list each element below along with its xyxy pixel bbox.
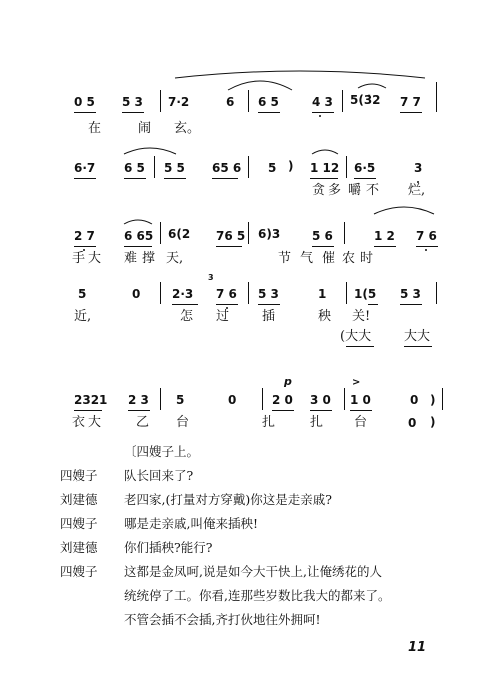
lyric: 节 bbox=[278, 251, 292, 266]
note: 76 5 bbox=[216, 229, 246, 243]
beat-underline bbox=[258, 304, 280, 305]
note: 6 5 bbox=[124, 161, 145, 175]
beat-underline bbox=[312, 112, 334, 113]
note: 7 6 bbox=[216, 287, 237, 301]
lyric: 气 bbox=[300, 251, 314, 266]
bar-line bbox=[346, 156, 347, 178]
note: 2·3 bbox=[172, 287, 194, 301]
note: 3 bbox=[414, 161, 423, 175]
note: 0 bbox=[410, 393, 419, 407]
beat-underline bbox=[404, 346, 432, 347]
dialogue-block bbox=[60, 446, 460, 636]
bar-line bbox=[342, 90, 343, 112]
beat-underline bbox=[312, 246, 334, 247]
lyric: 多 bbox=[328, 183, 342, 198]
note: 5 bbox=[78, 287, 87, 301]
lyric: 台 bbox=[176, 415, 190, 430]
lyric: 大 bbox=[88, 415, 102, 430]
note: 5 bbox=[176, 393, 185, 407]
beat-underline bbox=[212, 178, 238, 179]
bar-line bbox=[262, 388, 263, 410]
beat-underline bbox=[122, 112, 144, 113]
bar-line bbox=[160, 90, 161, 112]
note: 5 bbox=[268, 161, 277, 175]
note: 5 6 bbox=[312, 229, 333, 243]
note: 1 0 bbox=[350, 393, 371, 407]
beat-underline bbox=[416, 246, 438, 247]
dialogue-line: 老四家,(打量对方穿戴)你这是走亲戚? bbox=[124, 492, 332, 507]
beat-underline bbox=[74, 178, 96, 179]
note: 6 bbox=[226, 95, 235, 109]
note: 7 6 bbox=[416, 229, 437, 243]
note: 6)3 bbox=[258, 227, 281, 241]
bar-line bbox=[248, 90, 249, 112]
note: 7·2 bbox=[168, 95, 190, 109]
stage-direction: 〔四嫂子上。 bbox=[124, 444, 200, 459]
beat-underline bbox=[74, 112, 96, 113]
bar-line bbox=[344, 222, 345, 244]
lyric: 撑 bbox=[142, 251, 156, 266]
lyric: 乙 bbox=[136, 415, 150, 430]
lyric: 贪 bbox=[312, 183, 326, 198]
note: 5 3 bbox=[400, 287, 421, 301]
speaker: 四嫂子 bbox=[60, 468, 98, 483]
note: 65 6 bbox=[212, 161, 242, 175]
lyric: 农 bbox=[342, 251, 356, 266]
lyric: 台 bbox=[354, 415, 368, 430]
beat-underline bbox=[400, 112, 422, 113]
dialogue-line: 你们插秧?能行? bbox=[124, 540, 213, 555]
lyric: 玄。 bbox=[174, 121, 201, 136]
dialogue-continuation: 不管会插不会插,齐打伙地往外拥呵! bbox=[124, 612, 321, 627]
note: 1 12 bbox=[310, 161, 340, 175]
dialogue-line: 队长回来了? bbox=[124, 468, 194, 483]
bar-line bbox=[248, 156, 249, 178]
lyric: 在 bbox=[88, 121, 102, 136]
note: 6(2 bbox=[168, 227, 191, 241]
lyric: 催 bbox=[322, 251, 336, 266]
beat-underline bbox=[374, 246, 396, 247]
score-line-2 bbox=[0, 140, 486, 200]
beat-underline bbox=[258, 112, 280, 113]
note: 1 2 bbox=[374, 229, 395, 243]
bar-line bbox=[436, 82, 437, 112]
lyric: 衣 bbox=[72, 415, 86, 430]
dialogue-line: 这都是金凤呵,说是如今大干快上,让俺绣花的人 bbox=[124, 564, 382, 579]
note: 1(5 bbox=[354, 287, 377, 301]
note: 6·5 bbox=[354, 161, 376, 175]
bar-line bbox=[160, 282, 161, 304]
note: 7 7 bbox=[400, 95, 421, 109]
dynamic-mark: p bbox=[284, 375, 292, 388]
beat-underline bbox=[350, 410, 372, 411]
lyric: 关! bbox=[352, 309, 371, 324]
beat-underline bbox=[310, 410, 332, 411]
lyric: 近, bbox=[74, 309, 92, 324]
lyric: 时 bbox=[360, 251, 374, 266]
bar-line bbox=[154, 156, 155, 178]
note: 6·7 bbox=[74, 161, 96, 175]
lyric: 扎 bbox=[262, 415, 276, 430]
score-line-4 bbox=[0, 268, 486, 358]
octave-dot bbox=[319, 115, 321, 117]
lyric: 不 bbox=[366, 183, 380, 198]
note: 5(3̇2 bbox=[350, 93, 381, 107]
score-line-1 bbox=[0, 60, 486, 140]
beat-underline bbox=[400, 304, 422, 305]
lyric: 难 bbox=[124, 251, 138, 266]
score-line-5 bbox=[0, 360, 486, 440]
lyric: ) bbox=[430, 415, 436, 429]
bar-line bbox=[344, 388, 345, 410]
note: 0 bbox=[228, 393, 237, 407]
note: 2321 bbox=[74, 393, 108, 407]
beat-underline bbox=[74, 246, 96, 247]
beat-underline bbox=[128, 410, 150, 411]
speaker: 刘建德 bbox=[60, 492, 98, 507]
note: ) bbox=[288, 159, 294, 173]
lyric: 0 bbox=[408, 416, 417, 430]
beat-underline bbox=[124, 178, 146, 179]
lyric: 天, bbox=[166, 251, 184, 266]
beat-underline bbox=[74, 410, 102, 411]
beat-underline bbox=[354, 178, 376, 179]
lyric: 扎 bbox=[310, 415, 324, 430]
dialogue-continuation: 统统停了工。你看,连那些岁数比我大的都来了。 bbox=[124, 588, 391, 603]
accent-mark: > bbox=[352, 377, 361, 388]
beat-underline bbox=[216, 246, 242, 247]
bar-line bbox=[346, 282, 347, 304]
note: 0 5 bbox=[74, 95, 95, 109]
lyric: 手 bbox=[72, 251, 86, 266]
beat-underline bbox=[164, 178, 186, 179]
beat-underline bbox=[124, 246, 152, 247]
note: 0 bbox=[132, 287, 141, 301]
note: 1 bbox=[318, 287, 327, 301]
note: 5 3 bbox=[258, 287, 279, 301]
lyric: 插 bbox=[262, 309, 276, 324]
lyric: 闹 bbox=[138, 121, 152, 136]
lyric: 大 bbox=[88, 251, 102, 266]
note: 2 0 bbox=[272, 393, 293, 407]
bar-line bbox=[248, 282, 249, 304]
beat-underline bbox=[368, 304, 378, 305]
bar-line bbox=[160, 388, 161, 410]
page-number: 11 bbox=[408, 640, 427, 655]
note: 6 65 bbox=[124, 229, 154, 243]
note: 4 3 bbox=[312, 95, 333, 109]
lyric: 嚼 bbox=[348, 183, 362, 198]
lyric: 秧 bbox=[318, 309, 332, 324]
note: 6 5 bbox=[258, 95, 279, 109]
dialogue-line: 哪是走亲戚,叫俺来插秧! bbox=[124, 516, 258, 531]
note: 5 3 bbox=[122, 95, 143, 109]
speaker: 四嫂子 bbox=[60, 564, 98, 579]
beat-underline bbox=[216, 304, 238, 305]
beat-underline bbox=[272, 410, 294, 411]
percussion-syllables: 大大 bbox=[404, 329, 431, 344]
grace-note: 3 bbox=[208, 273, 214, 282]
note: 3 0 bbox=[310, 393, 331, 407]
bar-line bbox=[436, 282, 437, 304]
note: 2 7 bbox=[74, 229, 95, 243]
bar-line bbox=[248, 222, 249, 244]
lyric: 烂, bbox=[408, 183, 426, 198]
note: 2 3 bbox=[128, 393, 149, 407]
beat-underline bbox=[172, 304, 198, 305]
speaker: 刘建德 bbox=[60, 540, 98, 555]
octave-dot bbox=[425, 249, 427, 251]
score-line-3 bbox=[0, 196, 486, 266]
beat-underline bbox=[310, 178, 338, 179]
speaker: 四嫂子 bbox=[60, 516, 98, 531]
bar-line bbox=[160, 222, 161, 244]
lyric: 过 bbox=[216, 309, 230, 324]
beat-underline bbox=[346, 346, 374, 347]
percussion-syllables: (大大 bbox=[340, 329, 372, 344]
lyric: 怎 bbox=[180, 309, 194, 324]
note: 5 5 bbox=[164, 161, 185, 175]
note: ) bbox=[430, 393, 436, 407]
bar-line bbox=[442, 388, 443, 410]
